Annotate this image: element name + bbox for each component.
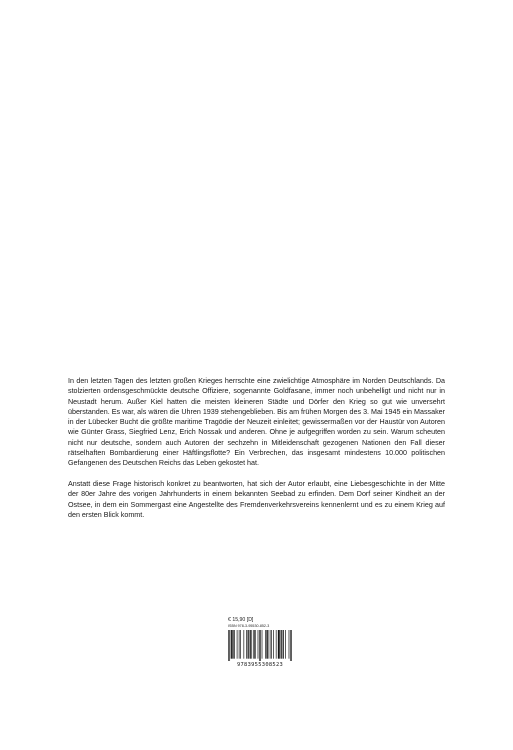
barcode-bar-7	[237, 630, 238, 659]
barcode-bar-8	[239, 630, 240, 659]
barcode-bar-23	[262, 630, 263, 659]
barcode-bar-12	[248, 630, 249, 659]
ean-digits: 9783955308523	[236, 662, 284, 668]
barcode-bar-31	[276, 630, 277, 659]
barcode-bar-4	[232, 630, 233, 659]
barcode-bar-42	[291, 630, 292, 661]
barcode-bar-18	[254, 630, 255, 659]
barcode-bar-0	[228, 630, 229, 661]
barcode-bar-34	[279, 630, 280, 659]
barcode-bar-5	[233, 630, 234, 659]
barcode-bar-41	[290, 630, 291, 661]
barcode-bar-37	[283, 630, 284, 659]
barcode-bar-11	[246, 630, 247, 659]
barcode-bar-40	[289, 630, 290, 659]
barcode-bar-38	[283, 630, 284, 659]
barcode-bar-1	[229, 630, 230, 661]
isbn-label: ISBN 978-3-95530-852-3	[228, 624, 270, 628]
barcode-bar-20	[258, 630, 259, 659]
barcode-bar-19	[255, 630, 256, 659]
barcode-bar-17	[253, 630, 254, 659]
barcode-bar-2	[231, 630, 232, 659]
barcode-image	[228, 630, 292, 661]
blurb-text	[68, 376, 445, 520]
barcode-bar-10	[243, 630, 244, 659]
barcode-bar-22	[260, 630, 261, 661]
barcode-bar-32	[278, 630, 279, 659]
barcode-bar-21	[259, 630, 260, 661]
blurb-paragraph-2: Anstatt diese Frage historisch konkret zu beantworten, hat sich der Autor erlaubt, eine Liebesgeschichte in der Mitte der 80er Jahre des vorigen Jahrhunderts in einem bekannten Seebad zu erfinden. Dem Dorf seiner Kindheit an der Ostsee, in dem ein Sommergast eine Angestellte des Fremdenverkehrsvereins kennenlernt und es zu einem Krieg auf den ersten Blick kommt.	[68, 479, 445, 519]
barcode-bar-30	[273, 630, 274, 659]
barcode-bar-26	[267, 630, 268, 659]
barcode-bar-29	[271, 630, 272, 659]
barcode-bar-15	[250, 630, 251, 659]
barcode-bar-24	[265, 630, 266, 659]
barcode-bar-28	[270, 630, 271, 659]
price-label: € 15,90 [D]	[228, 617, 254, 623]
barcode-bar-16	[251, 630, 252, 659]
barcode-bar-13	[248, 630, 249, 659]
barcode-bar-35	[281, 630, 282, 659]
barcode-bar-14	[250, 630, 251, 659]
barcode-bar-9	[240, 630, 241, 659]
barcode-bar-27	[268, 630, 269, 659]
barcode-block	[228, 617, 292, 669]
barcode-bar-33	[279, 630, 280, 659]
blurb-paragraph-1: In den letzten Tagen des letzten großen Krieges herrschte eine zwielichtige Atmosphäre im Norden Deutschlands. Da stolzierten ordensgeschmückte deutsche Offiziere, sogenannte Goldfasane, immer noch unbehelligt und nicht nur in Neustadt herum. Außer Kiel hatten die meisten kleineren Städte und Dörfer den Krieg so gut wie unversehrt überstanden. Es war, als wären die Uhren 1939 stehengeblieben. Bis am frühen Morgen des 3. Mai 1945 ein Massaker in der Lübecker Bucht die größte maritime Tragödie der Neuzeit einleitet; gewissermaßen vor der Haustür von Autoren wie Günter Grass, Siegfried Lenz, Erich Nossak und anderen. Ohne je aufgegriffen worden zu sein. Warum scheuten nicht nur deutsche, sondern auch Autoren der sechzehn in Mitleidenschaft gezogenen Nationen den Fall dieser rätselhaften Bombardierung einer Häftlingsflotte? Ein Verbrechen, das insgesamt mindestens 10.000 politischen Gefangenen des Deutschen Reichs das Leben gekostet hat.	[68, 377, 445, 468]
barcode-bar-36	[281, 630, 282, 659]
barcode-bar-3	[231, 630, 232, 659]
barcode-bar-25	[266, 630, 267, 659]
barcode-bar-39	[285, 630, 286, 659]
barcode-bar-6	[234, 630, 235, 659]
